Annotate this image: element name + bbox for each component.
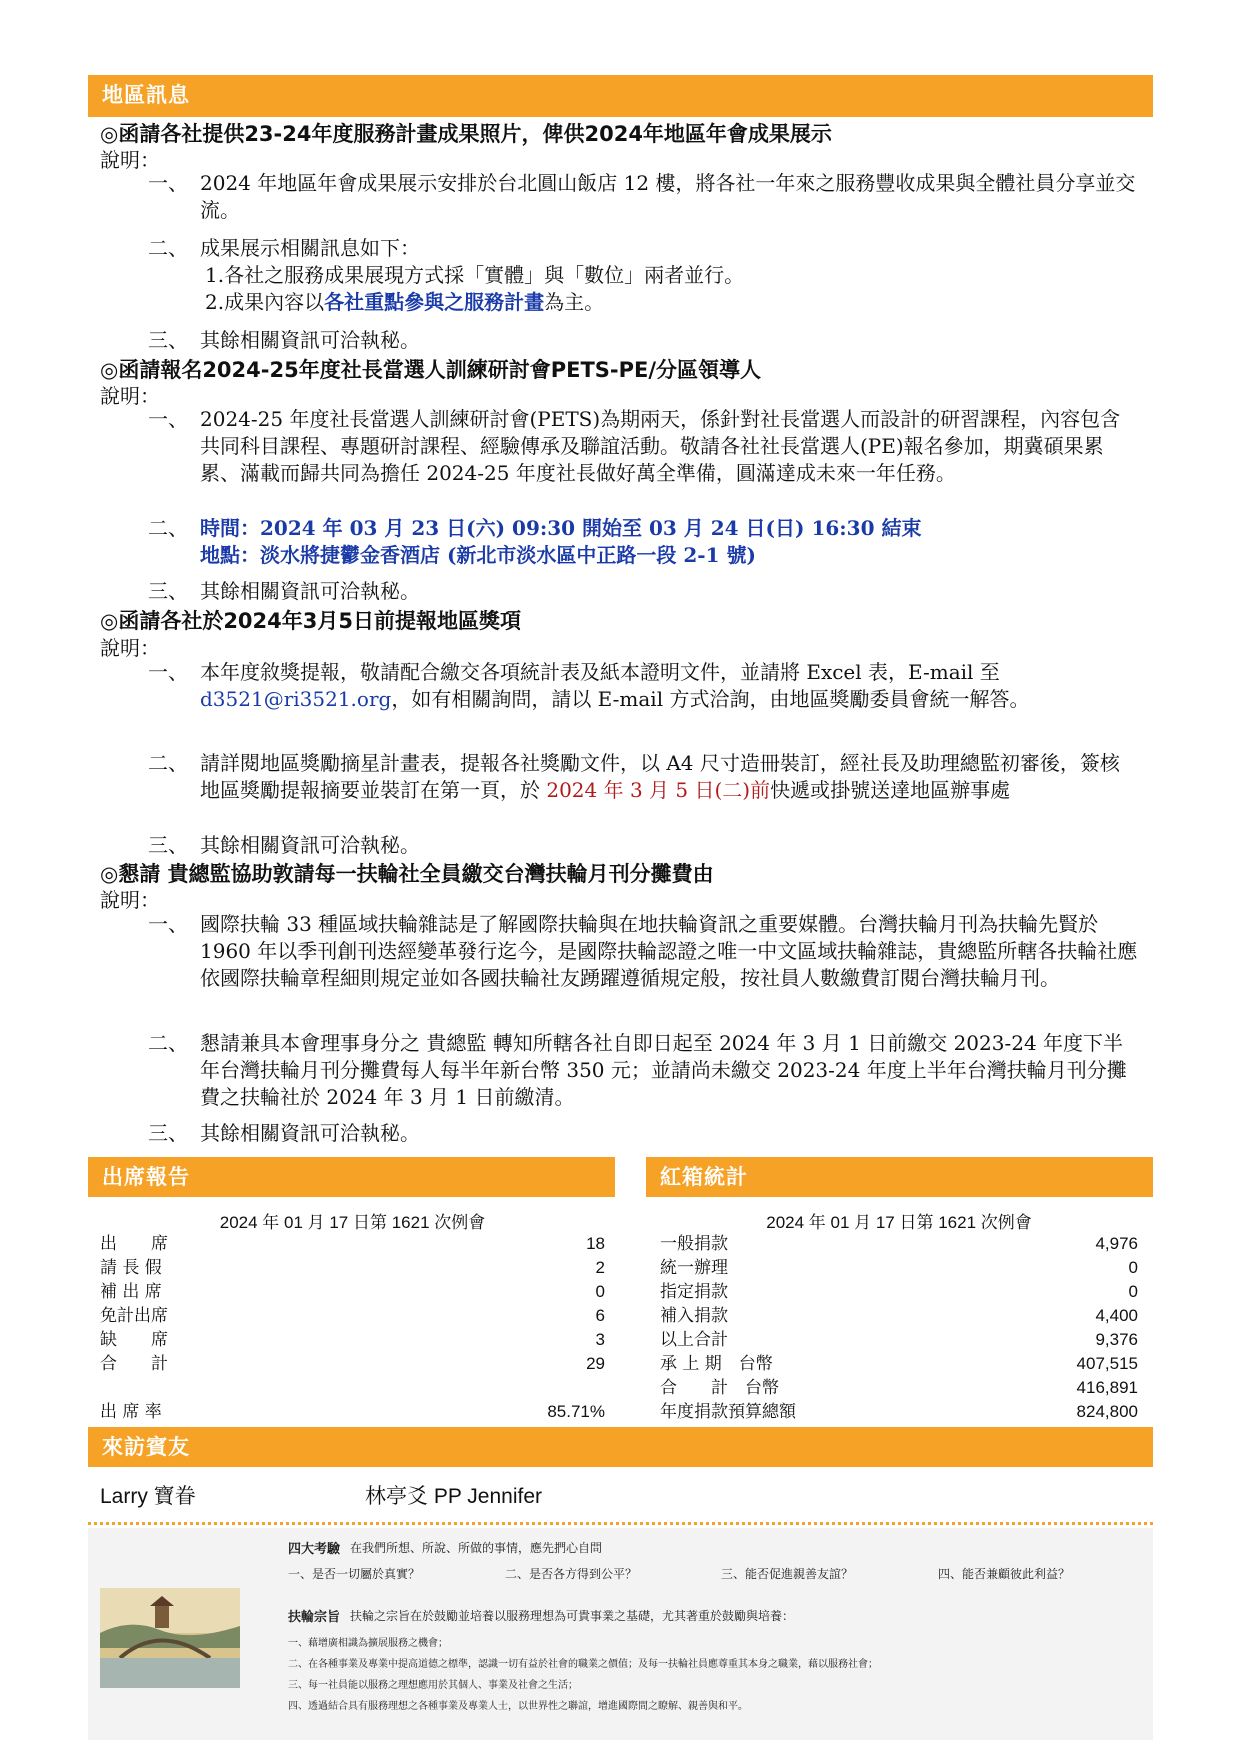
item2-p1-number: 一、 bbox=[148, 407, 188, 431]
item4-p3-text: 其餘相關資訊可洽執秘。 bbox=[200, 1121, 420, 1145]
district-info-bar bbox=[88, 75, 1153, 117]
table-row bbox=[660, 1256, 1138, 1280]
visitor-1: Larry 寶眷 bbox=[100, 1485, 196, 1508]
item3-paragraph-1 bbox=[148, 659, 1138, 713]
table-row bbox=[660, 1328, 1138, 1352]
attendance-rate-label: 出 席 率 bbox=[100, 1402, 162, 1422]
item3-p1-text-b: ，如有相關詢問，請以 E-mail 方式洽詢，由地區獎勵委員會統一解答。 bbox=[391, 687, 1030, 711]
item1-sub-2 bbox=[205, 289, 604, 316]
item4-p2-number: 二、 bbox=[148, 1031, 188, 1055]
row-label: 以上合計 bbox=[660, 1330, 728, 1350]
row-value: 6 bbox=[595, 1306, 605, 1325]
item1-p3-number: 三、 bbox=[148, 328, 188, 352]
row-value: 0 bbox=[1128, 1258, 1138, 1277]
item2-place: 地點：淡水將捷鬱金香酒店 (新北市淡水區中正路一段 2-1 號) bbox=[200, 543, 756, 567]
row-label: 指定捐款 bbox=[660, 1282, 728, 1302]
item1-p2-number: 二、 bbox=[148, 236, 188, 260]
item3-heading: ◎函請各社於2024年3月5日前提報地區獎項 bbox=[100, 609, 521, 633]
item4-paragraph-2 bbox=[148, 1030, 1138, 1111]
row-label: 出 席 bbox=[100, 1234, 168, 1254]
item3-p1-text-a: 本年度敘獎提報，敬請配合繳交各項統計表及紙本證明文件，並請將 Excel 表，E-mail 至 bbox=[200, 660, 1000, 684]
redbox-bar bbox=[646, 1157, 1153, 1197]
item2-p2-number: 二、 bbox=[148, 516, 188, 540]
item1-sub-2-prefix: 2.成果內容以 bbox=[205, 290, 325, 314]
district-info-title: 地區訊息 bbox=[102, 83, 190, 107]
item4-p3-number: 三、 bbox=[148, 1121, 188, 1145]
row-label: 補 出 席 bbox=[100, 1282, 162, 1302]
row-value: 29 bbox=[586, 1354, 605, 1373]
table-row bbox=[100, 1256, 605, 1280]
item2-heading: ◎函請報名2024-25年度社長當選人訓練研討會PETS-PE/分區領導人 bbox=[100, 358, 762, 382]
item2-label: 說明： bbox=[100, 384, 160, 408]
object-1: 一、藉增廣相識為擴展服務之機會； bbox=[288, 1638, 448, 1649]
row-value: 407,515 bbox=[1076, 1354, 1138, 1373]
visitors-title: 來訪賓友 bbox=[102, 1435, 190, 1459]
row-value: 824,800 bbox=[1076, 1402, 1138, 1421]
item1-sub-2-highlight: 各社重點參與之服務計畫 bbox=[324, 290, 545, 314]
table-row bbox=[100, 1304, 605, 1328]
four-way-q1: 一、是否一切屬於真實？ bbox=[288, 1567, 421, 1581]
table-row bbox=[660, 1376, 1138, 1400]
attendance-rate-row bbox=[100, 1400, 605, 1424]
item1-paragraph-1 bbox=[148, 170, 1138, 224]
item1-p1-number: 一、 bbox=[148, 171, 188, 195]
item4-p1-text: 國際扶輪 33 種區域扶輪雜誌是了解國際扶輪與在地扶輪資訊之重要媒體。台灣扶輪月刊為扶輪先賢於 1960 年以季刊創刊迭經變革發行迄今，是國際扶輪認證之唯一中文區域扶輪雜誌，貴總監所轄各扶輪社應依國際扶輪章程細則規定並如各國扶輪社友踴躍遵循規定般，按社員人數繳費訂閱台灣扶輪月刊。 bbox=[200, 912, 1138, 990]
visitors-bar bbox=[88, 1427, 1153, 1467]
row-label: 承 上 期 台幣 bbox=[660, 1354, 773, 1374]
item3-paragraph-3 bbox=[148, 832, 1138, 859]
row-value: 4,976 bbox=[1095, 1234, 1138, 1253]
item2-p1-text: 2024-25 年度社長當選人訓練研討會(PETS)為期兩天，係針對社長當選人而設計的研習課程，內容包含共同科目課程、專題研討課程、經驗傳承及聯誼活動。敬請各社社長當選人(PE)報名參加，期冀碩果累累、滿載而歸共同為擔任 2024-25 年度社長做好萬全準備，圓滿達成未來一年任務。 bbox=[200, 407, 1121, 485]
item1-heading: ◎函請各社提供23-24年度服務計畫成果照片，俾供2024年地區年會成果展示 bbox=[100, 122, 832, 146]
table-row bbox=[100, 1328, 605, 1352]
four-way-q4: 四、能否兼顧彼此利益？ bbox=[938, 1567, 1071, 1581]
row-label: 補入捐款 bbox=[660, 1306, 728, 1326]
bridge-painting-image bbox=[100, 1588, 240, 1688]
item1-p3-text: 其餘相關資訊可洽執秘。 bbox=[200, 328, 420, 352]
award-email-link[interactable]: d3521@ri3521.org bbox=[200, 687, 392, 711]
object-of-rotary-title: 扶輪宗旨 bbox=[288, 1610, 341, 1625]
row-label: 免計出席 bbox=[100, 1306, 168, 1326]
row-label: 一般捐款 bbox=[660, 1234, 728, 1254]
item4-paragraph-3 bbox=[148, 1120, 1138, 1147]
object-3: 三、每一社員能以服務之理想應用於其個人、事業及社會之生活； bbox=[288, 1680, 578, 1691]
row-value: 3 bbox=[595, 1330, 605, 1349]
item3-p3-number: 三、 bbox=[148, 833, 188, 857]
item2-p3-text: 其餘相關資訊可洽執秘。 bbox=[200, 579, 420, 603]
item3-deadline: 2024 年 3 月 5 日(二)前 bbox=[546, 778, 771, 802]
row-label: 合 計 bbox=[100, 1354, 168, 1374]
item1-paragraph-2 bbox=[148, 235, 1138, 262]
table-row bbox=[660, 1400, 1138, 1424]
object-of-rotary-intro: 扶輪之宗旨在於鼓勵並培養以服務理想為可貴事業之基礎，尤其著重於鼓勵與培養： bbox=[350, 1609, 795, 1623]
table-row bbox=[660, 1232, 1138, 1256]
four-way-test-intro: 在我們所想、所說、所做的事情，應先捫心自問 bbox=[350, 1541, 603, 1555]
item1-sub-1: 1.各社之服務成果展現方式採「實體」與「數位」兩者並行。 bbox=[205, 263, 745, 287]
object-2: 二、在各種事業及專業中提高道德之標準，認識一切有益於社會的職業之價值；及每一扶輪社員應尊重其本身之職業，藉以服務社會； bbox=[288, 1659, 878, 1670]
item3-p2-text-a: 請詳閱地區獎勵摘星計畫表，提報各社獎勵文件，以 A4 尺寸造冊裝訂，經社長及助理總監初審後，簽核地區獎勵提報摘要並裝訂在第一頁，於 bbox=[200, 751, 1120, 802]
item1-sub-2-suffix: 為主。 bbox=[544, 290, 605, 314]
attendance-caption: 2024 年 01 月 17 日第 1621 次例會 bbox=[219, 1213, 486, 1232]
row-label: 合 計 台幣 bbox=[660, 1378, 779, 1398]
item4-label: 說明： bbox=[100, 888, 160, 912]
item1-p2-text: 成果展示相關訊息如下： bbox=[200, 236, 420, 260]
item3-p1-number: 一、 bbox=[148, 660, 188, 684]
table-row bbox=[660, 1280, 1138, 1304]
redbox-title: 紅箱統計 bbox=[660, 1165, 748, 1189]
item1-label: 說明： bbox=[100, 148, 160, 172]
four-way-q2: 二、是否各方得到公平？ bbox=[505, 1567, 638, 1581]
item2-p3-number: 三、 bbox=[148, 579, 188, 603]
footer-divider bbox=[88, 1522, 1153, 1525]
four-way-test-title: 四大考驗 bbox=[288, 1542, 341, 1557]
item3-p2-number: 二、 bbox=[148, 751, 188, 775]
rotary-footer bbox=[88, 1528, 1153, 1740]
object-4: 四、透過結合具有服務理想之各種事業及專業人士，以世界性之聯誼，增進國際間之瞭解、親善與和平。 bbox=[288, 1701, 748, 1712]
row-value: 4,400 bbox=[1095, 1306, 1138, 1325]
item2-paragraph-2 bbox=[148, 515, 1138, 569]
item4-paragraph-1 bbox=[148, 911, 1138, 992]
item4-heading: ◎懇請 貴總監協助敦請每一扶輪社全員繳交台灣扶輪月刊分攤費由 bbox=[100, 862, 714, 886]
four-way-q3: 三、能否促進親善友誼？ bbox=[721, 1567, 854, 1581]
item2-paragraph-1 bbox=[148, 406, 1138, 487]
row-label: 缺 席 bbox=[100, 1330, 168, 1350]
item2-paragraph-3 bbox=[148, 578, 1138, 605]
row-value: 18 bbox=[586, 1234, 605, 1253]
redbox-caption: 2024 年 01 月 17 日第 1621 次例會 bbox=[766, 1213, 1032, 1232]
item1-paragraph-3 bbox=[148, 327, 1138, 354]
row-value: 0 bbox=[1128, 1282, 1138, 1301]
item3-label: 說明： bbox=[100, 636, 160, 660]
item1-p1-text: 2024 年地區年會成果展示安排於台北圓山飯店 12 樓，將各社一年來之服務豐收成果與全體社員分享並交流。 bbox=[200, 171, 1136, 222]
row-value: 416,891 bbox=[1076, 1378, 1138, 1397]
table-row bbox=[660, 1304, 1138, 1328]
item3-p3-text: 其餘相關資訊可洽執秘。 bbox=[200, 833, 420, 857]
item3-p2-text-b: 快遞或掛號送達地區辦事處 bbox=[770, 778, 1011, 802]
attendance-rate-value: 85.71% bbox=[547, 1402, 605, 1421]
item4-p2-text: 懇請兼具本會理事身分之 貴總監 轉知所轄各社自即日起至 2024 年 3 月 1 日前繳交 2023-24 年度下半年台灣扶輪月刊分攤費每人每半年新台幣 350 元；並請尚未繳交 2023-24 年度上半年台灣扶輪月刊分攤費之扶輪社於 2024 年 3 月 1 日前繳清。 bbox=[200, 1031, 1127, 1109]
row-label: 年度捐款預算總額 bbox=[660, 1402, 796, 1422]
redbox-table bbox=[660, 1208, 1138, 1422]
table-row bbox=[100, 1280, 605, 1304]
table-row bbox=[100, 1352, 605, 1376]
item4-p1-number: 一、 bbox=[148, 912, 188, 936]
row-label: 統一辦理 bbox=[660, 1258, 728, 1278]
attendance-bar bbox=[88, 1157, 615, 1197]
visitor-2: 林亭爻 PP Jennifer bbox=[365, 1485, 543, 1508]
table-row bbox=[660, 1352, 1138, 1376]
row-label: 請 長 假 bbox=[100, 1258, 162, 1278]
row-value: 2 bbox=[595, 1258, 605, 1277]
row-value: 0 bbox=[595, 1282, 605, 1301]
table-row bbox=[100, 1232, 605, 1256]
item2-time: 時間：2024 年 03 月 23 日(六) 09:30 開始至 03 月 24 日(日) 16:30 結束 bbox=[200, 516, 922, 540]
attendance-title: 出席報告 bbox=[102, 1165, 190, 1189]
item3-paragraph-2 bbox=[148, 750, 1138, 804]
row-value: 9,376 bbox=[1095, 1330, 1138, 1349]
attendance-table bbox=[100, 1208, 605, 1422]
